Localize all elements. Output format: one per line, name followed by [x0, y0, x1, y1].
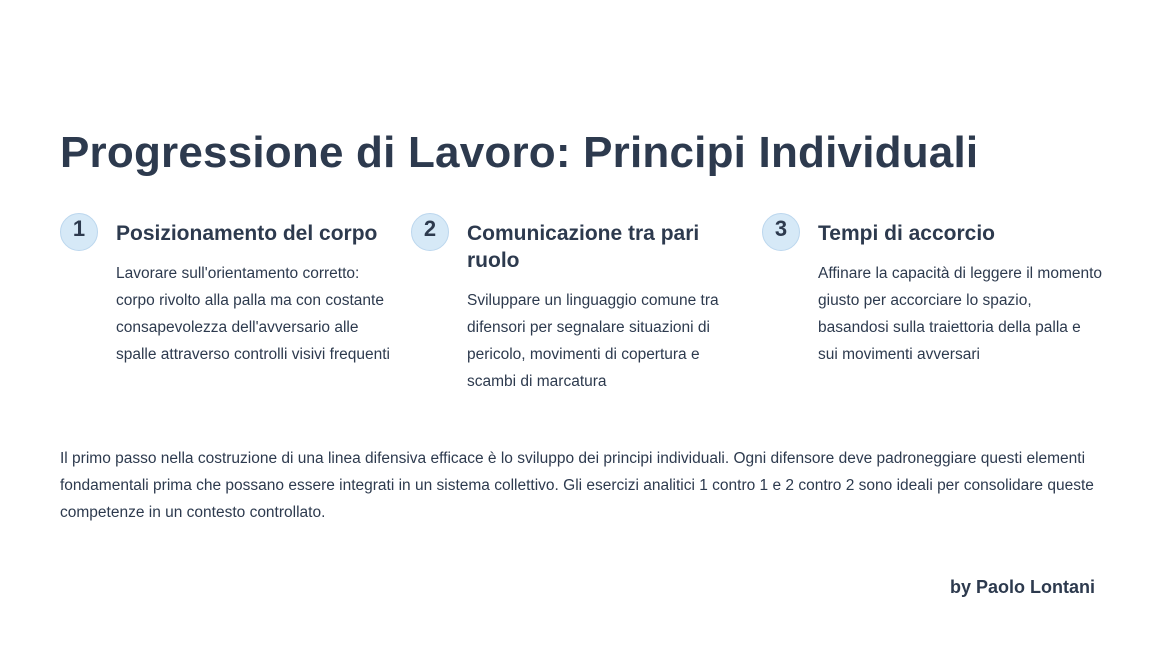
author-credit: by Paolo Lontani [949, 577, 1095, 597]
step-number-badge: 3 [762, 213, 800, 251]
steps-list [60, 213, 1103, 413]
step-description: Affinare la capacità di leggere il momento giusto per accorciare lo spazio, basandosi sulla traiettoria della palla e sui movimenti avversari [818, 265, 1103, 363]
step-title: Comunicazione tra pari ruolo [467, 222, 700, 272]
step-description: Sviluppare un linguaggio comune tra difensori per segnalare situazioni di pericolo, movimenti di copertura e scambi di marcatura [467, 292, 719, 390]
step-number-badge: 1 [60, 213, 98, 251]
page-title: Progressione di Lavoro: Principi Individuali [60, 128, 979, 177]
step-title: Tempi di accorcio [818, 222, 995, 245]
step-description: Lavorare sull'orientamento corretto: corpo rivolto alla palla ma con costante consapevolezza dell'avversario alle spalle attraverso controlli visivi frequenti [116, 265, 390, 363]
step-title: Posizionamento del corpo [116, 222, 378, 245]
step-number-badge: 2 [411, 213, 449, 251]
summary-paragraph: Il primo passo nella costruzione di una linea difensiva efficace è lo sviluppo dei principi individuali. Ogni difensore deve padroneggiare questi elementi fondamentali prima che possano essere integrati in un sistema collettivo. Gli esercizi analitici 1 contro 1 e 2 contro 2 sono ideali per consolidare queste competenze in un contesto controllato. [60, 450, 1094, 521]
